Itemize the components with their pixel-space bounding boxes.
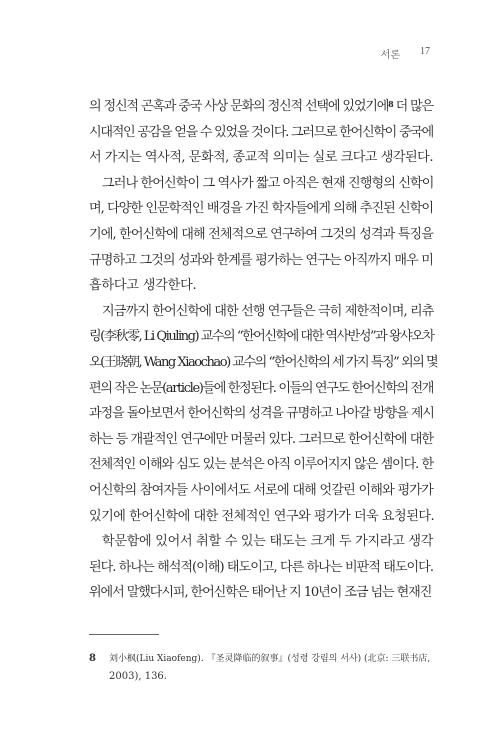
text-line-content: 의 정신적 곤혹과 중국 사상 문화의 정신적 선택에 있었기에 — [89, 99, 389, 114]
footnote — [89, 650, 433, 686]
text-line-content: 기에, 한어신학에 대해 전체적으로 연구하여 그것의 성격과 특징을 — [89, 226, 433, 242]
running-header — [381, 46, 430, 61]
section-title: 서론 — [380, 50, 400, 61]
text-line — [89, 94, 433, 120]
text-line-content: 서 가지는 역사적, 문화적, 종교적 의미는 실로 크다고 생각된다. — [89, 150, 433, 166]
text-line — [89, 452, 433, 478]
text-line-content: 어신학의 참여자들 사이에서도 서로에 대해 엇갈린 이해와 평가가 — [89, 482, 433, 498]
body-text — [89, 94, 438, 606]
text-line-content: 지금까지 한어신학에 대한 선행 연구들은 극히 제한적이며, 리츄 — [102, 303, 434, 319]
text-line-content: 편의 작은 논문(article)들에 한정된다. 이들의 연구도 한어신학의 전개 — [89, 380, 433, 396]
text-line-content: 학문함에 있어서 취할 수 있는 태도는 크게 두 가지라고 생각 — [102, 534, 434, 550]
text-line — [89, 376, 433, 402]
text-line-content: 시대적인 공감을 얻을 수 있었을 것이다. 그러므로 한어신학이 중국에 — [89, 124, 433, 140]
text-line-content: 링(李秋零, Li Qiuling) 교수의 “한어신학에 대한 역사반성”과 왕샤오차 — [89, 329, 434, 345]
text-line — [89, 529, 433, 555]
text-line — [89, 145, 433, 171]
text-line — [89, 248, 433, 274]
text-line-content: 과정을 돌아보면서 한어신학의 성격을 규명하고 나아갈 방향을 제시 — [89, 406, 434, 422]
text-line — [89, 401, 433, 427]
footnote-divider — [89, 634, 159, 635]
text-line — [89, 273, 433, 299]
text-line — [89, 478, 433, 504]
footnote-line: 刘小枫(Liu Xiaofeng). 『圣灵降临的叙事』(성령 강림의 서사) (北京: 三联书店, — [109, 654, 431, 664]
text-line-content: 오(王晓朝, Wang Xiaochao) 교수의 “한어신학의 세 가지 특징” 외의 몇 — [89, 354, 438, 370]
footnote-line: 2003), 136. — [109, 671, 167, 682]
text-line — [89, 555, 433, 581]
text-line — [89, 120, 433, 146]
text-line-content: 며, 다양한 인문학적인 배경을 가진 학자들에게 의해 추진된 신학이 — [89, 201, 433, 217]
text-line — [89, 171, 433, 197]
text-line-content: 흡하다고 생각한다. — [89, 278, 197, 294]
text-line-content: 그러나 한어신학이 그 역사가 짧고 아직은 현재 진행형의 신학이 — [102, 175, 434, 191]
text-line-content: 전체적인 이해와 심도 있는 분석은 아직 이루어지지 않은 셈이다. 한 — [89, 457, 433, 473]
footnote-ref[interactable]: 8 — [388, 99, 393, 109]
text-line — [89, 504, 433, 530]
text-line-content: 규명하고 그것의 성과와 한계를 평가하는 연구는 아직까지 매우 미 — [89, 252, 433, 268]
text-line-content: 있기에 한어신학에 대한 전체적인 연구와 평가가 더욱 요청된다. — [89, 508, 435, 524]
text-line-content: 된다. 하나는 해석적(이해) 태도이고, 다른 하나는 비판적 태도이다. — [89, 559, 433, 575]
text-line — [89, 427, 433, 453]
page-number: 17 — [420, 46, 430, 57]
footnote-number: 8 — [89, 653, 96, 664]
text-line-content: 하는 등 개괄적인 연구에만 머물러 있다. 그러므로 한어신학에 대한 — [89, 431, 433, 447]
text-line-content: 위에서 말했다시피, 한어신학은 태어난 지 10년이 조금 넘는 현재진 — [89, 585, 432, 601]
text-line — [89, 222, 433, 248]
text-line — [89, 350, 438, 376]
text-line-content: 더 많은 — [392, 99, 433, 114]
text-line — [89, 196, 433, 222]
text-line — [89, 299, 433, 325]
text-line — [89, 580, 433, 606]
text-line — [89, 324, 433, 350]
